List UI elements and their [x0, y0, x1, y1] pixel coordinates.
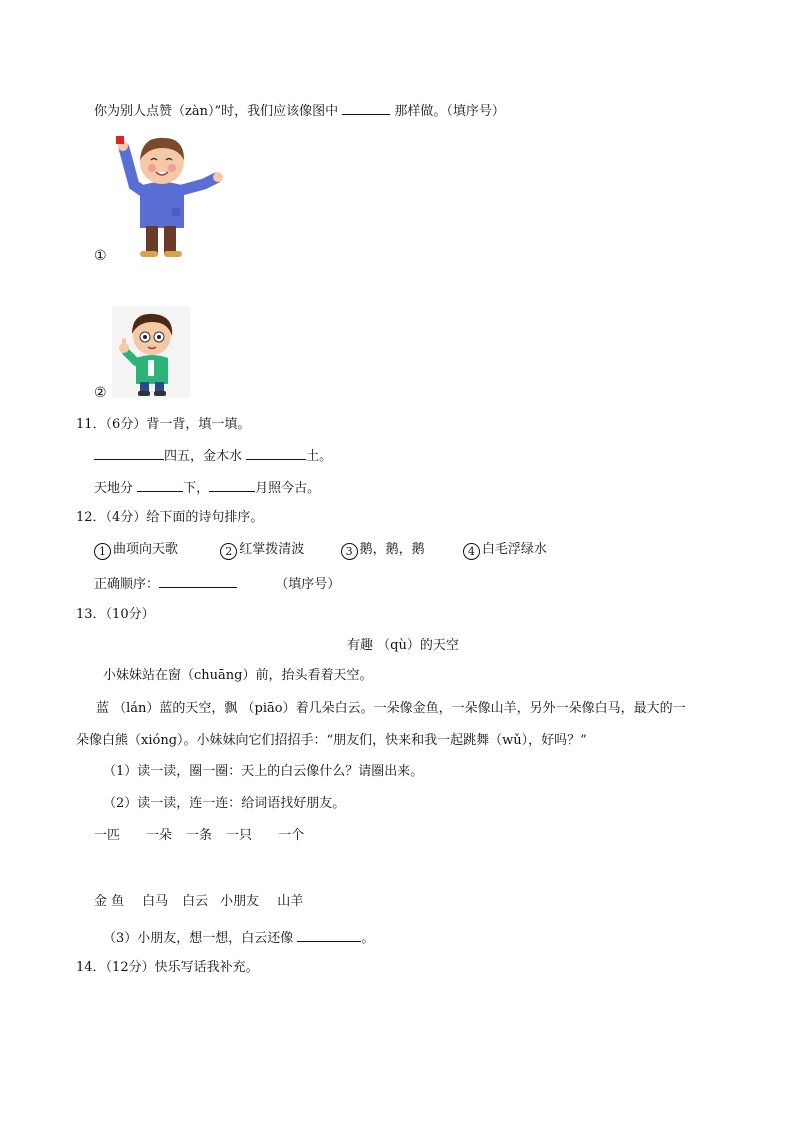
q13-sub3-suffix: 。: [361, 931, 375, 946]
q11-blank-2[interactable]: [246, 446, 306, 460]
q12-item-3: [341, 542, 425, 557]
q12-item-2-text: 红掌拨清波: [239, 542, 305, 557]
q12-item-3-text: 鹅，鹅，鹅: [359, 542, 425, 557]
q12-order-blank[interactable]: [159, 574, 237, 588]
figure-boy-thumbs-up: [112, 306, 190, 398]
q12-item-4: [463, 542, 547, 557]
q12-item-4-number: 4: [463, 543, 480, 560]
noun-word[interactable]: 白云: [182, 894, 209, 909]
figure-boy-raising-hand: [104, 130, 226, 262]
q13-quantifier-row: [94, 827, 304, 845]
q13-header: 13．（10分）: [76, 607, 155, 622]
q13-noun-row: [94, 893, 303, 911]
q12-items: [94, 541, 547, 560]
q13-paragraph-2-line-1: 蓝 （lán）蓝的天空，飘 （piāo）着几朵白云。一朵像金鱼，一朵像山羊，另外一朵像白马，最大的一: [96, 701, 686, 716]
q12-item-2: [220, 542, 304, 557]
q11-line2-part2: 下，: [183, 481, 210, 496]
q11-header: 11．（6分）背一背，填一填。: [76, 417, 251, 432]
option-2-marker: ②: [94, 385, 107, 401]
q10-prompt-prefix: 你为别人点赞（zàn）”时，我们应该像图中: [94, 104, 339, 119]
q11-line1: [94, 446, 332, 466]
quantifier-word[interactable]: 一条: [186, 828, 213, 843]
q11-line1-part1: 四五，金木水: [164, 449, 243, 464]
option-1-marker: ①: [94, 248, 107, 264]
q11-blank-3[interactable]: [137, 478, 183, 492]
noun-word[interactable]: 山羊: [277, 894, 304, 909]
q11-line1-part2: 土。: [306, 449, 333, 464]
quantifier-word[interactable]: 一个: [278, 828, 305, 843]
quantifier-word[interactable]: 一朵: [146, 828, 173, 843]
q12-item-2-number: 2: [220, 543, 237, 560]
q11-line2: [94, 478, 320, 498]
q10-answer-blank[interactable]: [342, 101, 390, 115]
noun-word[interactable]: 金 鱼: [94, 894, 125, 909]
q10-prompt-line: [94, 101, 505, 121]
q13-sub-question-1: （1）读一读，圈一圈：天上的白云像什么？请圈出来。: [103, 764, 424, 779]
q11-blank-1[interactable]: [94, 446, 164, 460]
q13-paragraph-2-line-2: 朵像白熊（xióng）。小妹妹向它们招招手：“朋友们，快来和我一起跳舞（wǔ），好吗？”: [76, 733, 587, 748]
q13-sub3-prefix: （3）小朋友，想一想，白云还像: [103, 931, 294, 946]
noun-word[interactable]: 白马: [142, 894, 169, 909]
q12-item-3-number: 3: [341, 543, 358, 560]
q12-order-label: 正确顺序：: [94, 577, 160, 592]
boy-raising-hand-illustration: [104, 130, 226, 262]
q12-item-4-text: 白毛浮绿水: [481, 542, 547, 557]
boy-thumbs-up-illustration: [112, 306, 190, 398]
q12-order-line: [94, 574, 340, 594]
q13-paragraph-1: 小妹妹站在窗（chuāng）前，抬头看着天空。: [103, 668, 373, 683]
q10-prompt-suffix: 那样做。（填序号）: [394, 104, 505, 119]
q12-order-hint: （填序号）: [275, 577, 341, 592]
q13-sub3-blank[interactable]: [297, 928, 361, 942]
q12-header: 12．（4分）给下面的诗句排序。: [76, 510, 264, 525]
q13-sub-question-2: （2）读一读，连一连：给词语找好朋友。: [103, 796, 346, 811]
q14-header: 14．（12分）快乐写话我补充。: [76, 960, 259, 975]
quantifier-word[interactable]: 一匹: [94, 828, 121, 843]
q13-passage-title: 有趣 （qù）的天空: [347, 638, 459, 653]
q11-line2-part3: 月照今古。: [255, 481, 321, 496]
q11-line2-part1: 天地分: [94, 481, 134, 496]
noun-word[interactable]: 小朋友: [220, 894, 260, 909]
q11-blank-4[interactable]: [209, 478, 255, 492]
q12-item-1-text: 曲项向天歌: [113, 542, 179, 557]
quantifier-word[interactable]: 一只: [226, 828, 253, 843]
q13-sub-question-3: [103, 928, 374, 948]
q12-item-1-number: 1: [94, 543, 111, 560]
q12-item-1: [94, 542, 178, 557]
